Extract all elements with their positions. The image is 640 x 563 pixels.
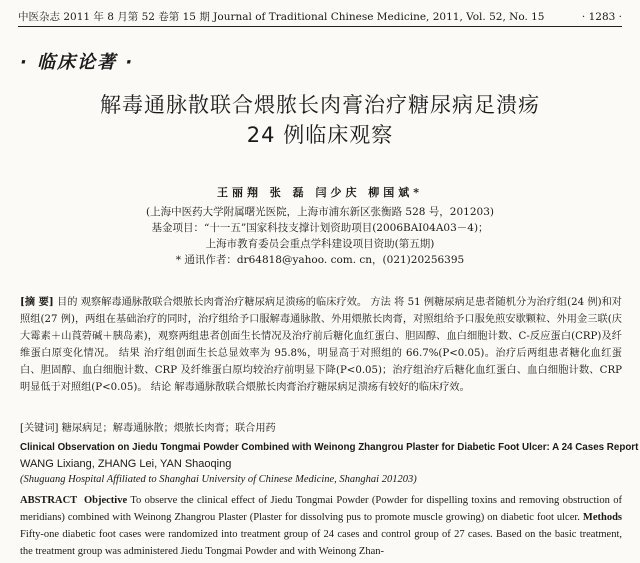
corresponding-author: * 通讯作者：dr64818@yahoo. com. cn，(021)20256395 [175, 254, 465, 266]
abstract-label: [摘 要] [20, 296, 54, 308]
title-line-1: 解毒通脉散联合煨脓长肉膏治疗糖尿病足溃疡 [100, 93, 540, 117]
chinese-abstract [20, 294, 622, 396]
running-header [18, 8, 622, 27]
keywords-text: 糖尿病足；解毒通脉散；煨脓长肉膏；联合用药 [58, 423, 276, 434]
methods-text: Fifty-one diabetic foot cases were randomized into treatment group of 24 cases and control group of 27 cases. Based on the basic treatment, the treatment group was administered Jiedu Tongmai Powder and with Weinong Zhan- [20, 529, 622, 557]
journal-citation: 中医杂志 2011 年 8 月第 52 卷第 15 期 Journal of Traditional Chinese Medicine, 2011, Vol. 52, No. 15 [18, 11, 545, 23]
funding-line-2: 上海市教育委员会重点学科建设项目资助(第五期) [205, 238, 435, 250]
title-line-2: 24 例临床观察 [246, 123, 394, 147]
affiliation-address: (上海中医药大学附属曙光医院，上海市浦东新区张衡路 528 号，201203) [146, 206, 494, 218]
funding-line-1: 基金项目：“十一五”国家科技支撑计划资助项目(2006BAI04A03－4)； [151, 222, 489, 234]
english-abstract [20, 492, 622, 560]
affiliation-block [0, 204, 640, 268]
english-title: Clinical Observation on Jiedu Tongmai Powder Combined with Weinong Zhangrou Plaster for Diabetic Foot Ulcer: A 24 Cases Report [20, 442, 639, 453]
english-abstract-label: ABSTRACT [20, 495, 78, 506]
page-number: · 1283 · [581, 11, 622, 23]
english-affiliation: (Shuguang Hospital Affiliated to Shanghai University of Chinese Medicine, Shanghai 201203) [20, 474, 417, 485]
abstract-text: 目的 观察解毒通脉散联合煨脓长肉膏治疗糖尿病足溃疡的临床疗效。 方法 将 51 例糖尿病足患者随机分为治疗组(24 例)和对照组(27 例)，两组在基础治疗的同时，治疗组给予口服解毒通脉散、外用煨脓长肉膏，对照组给予口服免煎安歇颗粒、外用金三联(庆大霉素＋山莨菪碱＋胰岛素)，观察两组患者创面生长情况及治疗前后糖化血红蛋白、胆固醇、血白细胞计数、C-反应蛋白(CRP)及纤维蛋白原变化情况。 结果 治疗组创面生长总显效率为 95.8%，明显高于对照组的 66.7%(P<0.05)。治疗后两组患者糖化血红蛋白、胆固醇、血白细胞计数、CRP 及纤维蛋白原均较治疗前明显下降(P<0.05)；治疗组治疗后糖化血红蛋白、血白细胞计数、CRP 明显低于对照组(P<0.05)。 结论 解毒通脉散联合煨脓长肉膏治疗糖尿病足溃疡有较好的临床疗效。 [20, 297, 622, 393]
english-authors: WANG Lixiang, ZHANG Lei, YAN Shaoqing [20, 458, 232, 470]
section-tag: · 临床论著 · [20, 52, 135, 73]
chinese-keywords [20, 420, 622, 437]
keywords-label: [关键词] [20, 423, 59, 434]
author-list: 王丽翔 张 磊 闫少庆 柳国斌* [216, 186, 424, 199]
objective-label: Objective [83, 495, 128, 506]
paper-title [0, 90, 640, 150]
objective-text: To observe the clinical effect of Jiedu Tongmai Powder (Powder for dispelling toxins and removing obstruction of meridians) combined with Weinong Zhangrou Plaster (Plaster for dissolving pus to promote muscle growing) on diabetic foot ulcer. [20, 495, 622, 523]
methods-label: Methods [582, 512, 622, 523]
